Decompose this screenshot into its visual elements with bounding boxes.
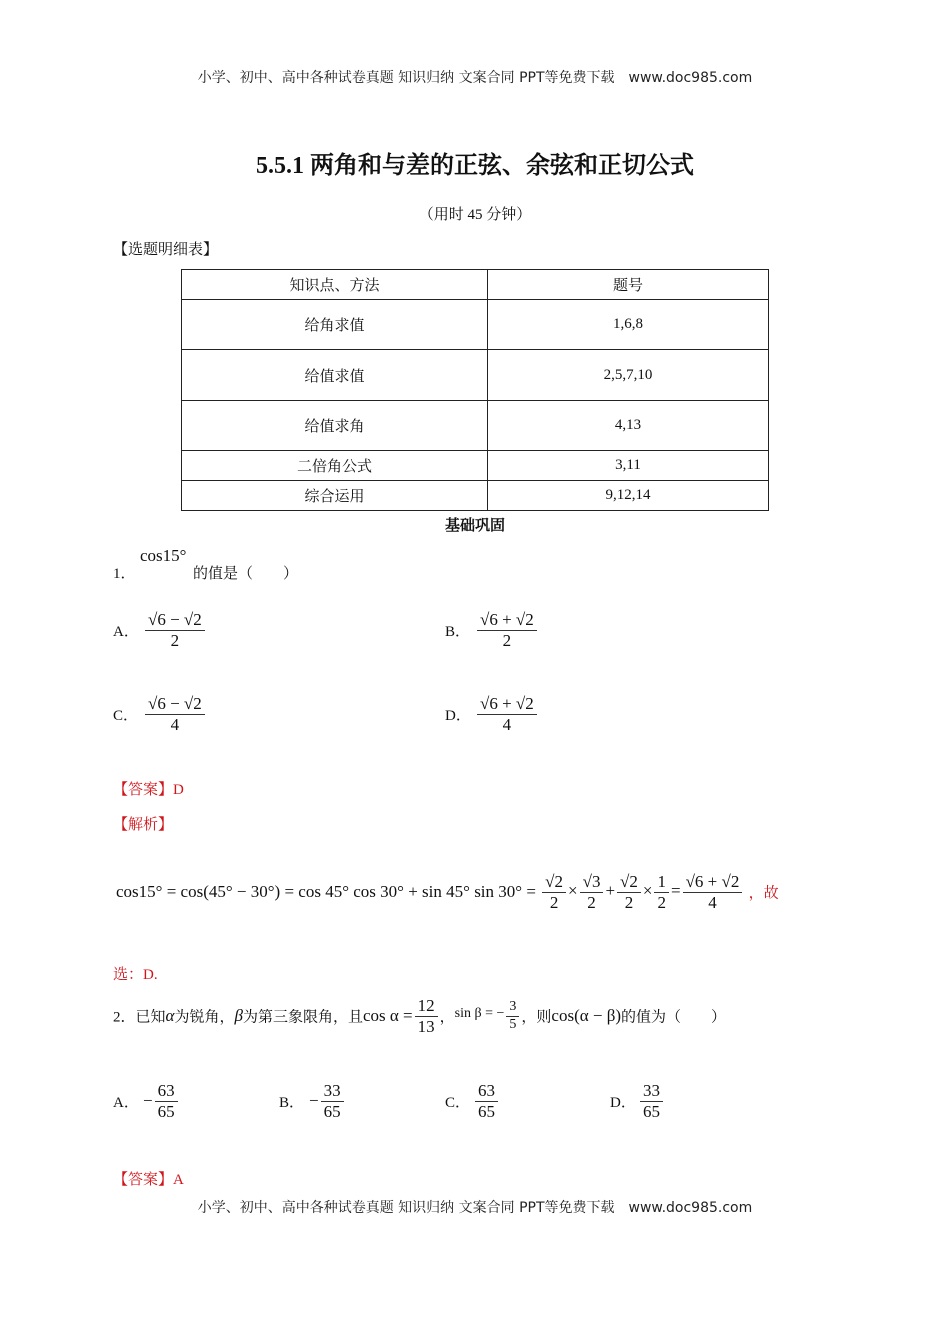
numerator: 63 (475, 1081, 498, 1102)
q1-number: 1． (113, 566, 136, 582)
denominator: 4 (502, 714, 512, 734)
numerator: 3 (506, 999, 519, 1016)
q2-text: 的值为（ ） (621, 1009, 727, 1026)
denominator: 2 (502, 630, 512, 650)
option-label: B． (279, 1094, 305, 1111)
denominator: 5 (509, 1016, 517, 1032)
option-label: C． (445, 1094, 471, 1111)
cos-alpha-minus-beta: cos(α − β) (551, 1006, 622, 1026)
header-cell: 知识点、方法 (182, 270, 488, 300)
q2-stem (113, 996, 726, 1036)
numerator: √2 (617, 872, 641, 893)
option-label: D． (610, 1094, 636, 1111)
denominator: 2 (587, 892, 596, 912)
cell: 2,5,7,10 (488, 350, 769, 401)
cos-alpha: cos α = (362, 1006, 413, 1025)
cell: 1,6,8 (488, 300, 769, 350)
denominator: 2 (624, 892, 634, 912)
numerator: √6 + √2 (683, 872, 743, 893)
q2-text: ， (439, 1009, 455, 1026)
q2-text: 为第三象限角，且 (242, 1009, 363, 1026)
table-header-row (182, 270, 769, 300)
time-note: （用时 45 分钟） (418, 207, 532, 223)
numerator: √6 + √2 (477, 610, 537, 631)
cell: 3,11 (488, 451, 769, 481)
denominator: 65 (643, 1101, 660, 1121)
sin-beta: sin β = − (454, 1006, 505, 1021)
denominator: 4 (708, 892, 717, 912)
q1-option-d (445, 694, 539, 734)
option-label: A． (113, 1094, 139, 1111)
q2-option-d (610, 1081, 665, 1121)
table-row (182, 350, 769, 401)
q1-text: 的值是（ ） (193, 566, 299, 582)
operator: + (605, 880, 616, 900)
cell: 综合运用 (182, 481, 488, 511)
q1-analysis-label: 【解析】 (113, 817, 174, 833)
numerator: √6 − √2 (145, 694, 205, 715)
sign: − (143, 1091, 153, 1111)
cell: 9,12,14 (488, 481, 769, 511)
cell: 给值求角 (182, 401, 488, 451)
cell: 给值求值 (182, 350, 488, 401)
denominator: 65 (323, 1101, 341, 1121)
q1-option-c (113, 694, 207, 734)
operator: × (568, 880, 578, 900)
denominator: 65 (478, 1101, 495, 1121)
page-footer: 小学、初中、高中各种试卷真题 知识归纳 文案合同 PPT等免费下载 www.doc985.com (197, 1200, 753, 1216)
table-row (182, 481, 769, 511)
table-row (182, 401, 769, 451)
denominator: 2 (549, 892, 559, 912)
numerator: √6 − √2 (145, 610, 205, 631)
answer-value: D (173, 782, 184, 798)
q1-answer (113, 778, 184, 799)
formula-lhs: cos15° = cos(45° − 30°) = cos 45° cos 30° + sin 45° sin 30° = (116, 882, 536, 902)
section-title: 基础巩固 (444, 518, 505, 534)
denominator: 2 (170, 630, 180, 650)
q1-conclusion: 选：D. (113, 967, 158, 983)
answer-label: 【答案】 (113, 782, 174, 798)
denominator: 4 (170, 714, 180, 734)
cell: 二倍角公式 (182, 451, 488, 481)
numerator: √6 + √2 (477, 694, 537, 715)
numerator: √2 (542, 872, 566, 893)
sign: − (309, 1091, 319, 1111)
table-row (182, 451, 769, 481)
operator: × (642, 880, 653, 900)
operator: = (670, 880, 681, 900)
cell: 给角求值 (182, 300, 488, 350)
q1-option-b (445, 610, 539, 650)
q2-option-b (279, 1081, 346, 1121)
table-row (182, 300, 769, 350)
option-label: A． (113, 623, 139, 640)
numerator: 33 (321, 1081, 344, 1102)
denominator: 13 (417, 1016, 435, 1036)
topic-table (181, 269, 769, 511)
denominator: 65 (157, 1101, 175, 1121)
numerator: 63 (155, 1081, 178, 1102)
option-label: B． (445, 623, 471, 640)
denominator: 2 (657, 892, 666, 912)
numerator: 33 (640, 1081, 663, 1102)
numerator: 1 (654, 872, 669, 893)
answer-label: 【答案】 (113, 1172, 174, 1188)
option-label: D． (445, 707, 471, 724)
q1-option-a (113, 610, 207, 650)
page-title: 5.5.1 两角和与差的正弦、余弦和正切公式 (256, 153, 694, 179)
answer-value: A (173, 1172, 184, 1188)
q2-answer (113, 1168, 184, 1189)
header-cell: 题号 (488, 270, 769, 300)
table-label: 【选题明细表】 (113, 242, 219, 258)
numerator: 12 (415, 996, 438, 1017)
q2-text: 为锐角， (174, 1009, 235, 1026)
page-header: 小学、初中、高中各种试卷真题 知识归纳 文案合同 PPT等免费下载 www.doc985.com (197, 70, 753, 86)
q1-expr: cos15° (140, 546, 187, 565)
alpha-symbol: α (165, 1006, 175, 1026)
q2-option-c (445, 1081, 500, 1121)
q1-formula (116, 872, 779, 912)
q2-text: ，则 (521, 1009, 552, 1026)
q2-option-a (113, 1081, 180, 1121)
option-label: C． (113, 707, 139, 724)
formula-tail: ，故 (748, 885, 779, 902)
numerator: √3 (580, 872, 604, 893)
beta-symbol: β (234, 1006, 243, 1026)
q2-number: 2．已知 (113, 1009, 166, 1026)
cell: 4,13 (488, 401, 769, 451)
